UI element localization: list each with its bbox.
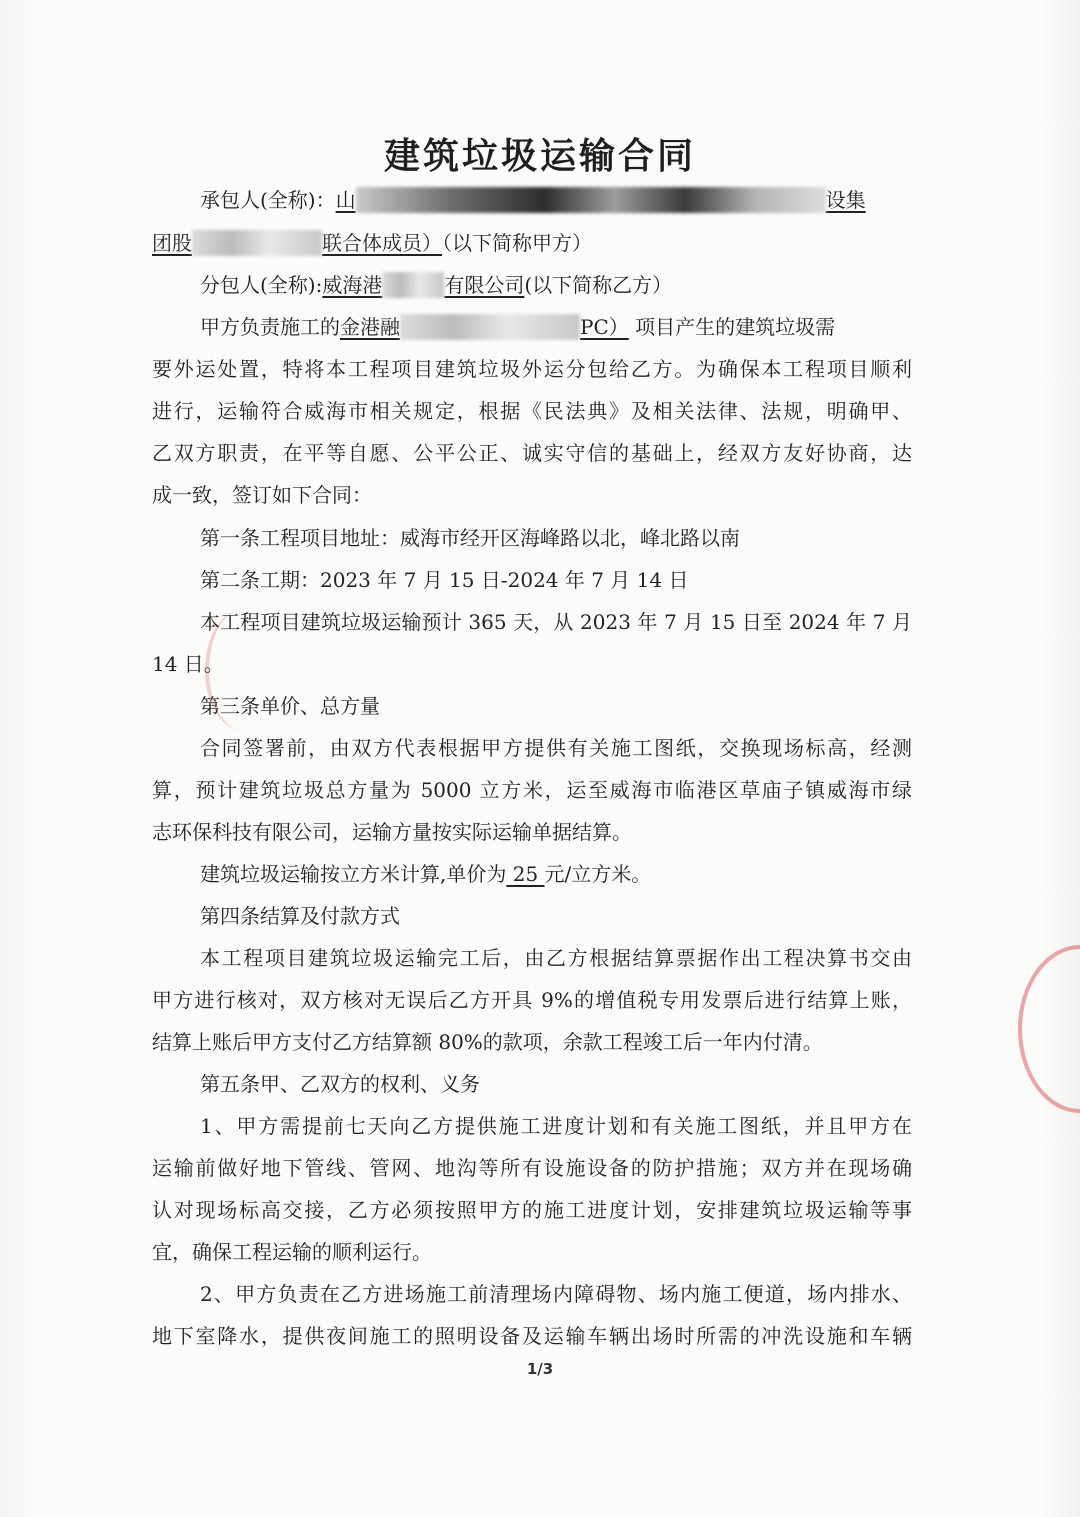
seal-stamp-right — [1018, 945, 1080, 1113]
text-line: 甲方进行核对，双方核对无误后乙方开具 9%的增值税专用发票后进行结算上账， — [152, 988, 912, 1012]
text-line: 算，预计建筑垃圾总方量为 5000 立方米，运至威海市临港区草庙子镇威海市绿 — [152, 778, 912, 802]
text-line: 运输前做好地下管线、管网、地沟等所有设施设备的防护措施；双方并在现场确 — [152, 1156, 912, 1180]
article-2: 第二条工期：2023 年 7 月 15 日-2024 年 7 月 14 日 — [200, 568, 689, 592]
redaction — [382, 272, 444, 298]
page-number: 1/3 — [526, 1360, 554, 1378]
redaction — [356, 187, 826, 213]
project-line: 甲方负责施工的金港融 PC） 项目产生的建筑垃圾需 — [200, 315, 836, 339]
unit-price-value: 25 — [506, 862, 545, 886]
document-title: 建筑垃圾运输合同 — [383, 136, 696, 177]
redaction — [192, 230, 322, 256]
contractor-line: 承包人(全称)：山 设集 — [200, 188, 866, 212]
text-line: 进行，运输符合威海市相关规定，根据《民法典》及相关法律、法规，明确甲、 — [152, 399, 912, 423]
text-line: 志环保科技有限公司，运输方量按实际运输单据结算。 — [152, 820, 632, 844]
subcontractor-line: 分包人(全称):威海港 有限公司(以下简称乙方） — [200, 273, 673, 297]
contractor-line-cont: 团股 联合体成员）（以下简称甲方） — [152, 231, 592, 255]
text-line: 乙双方职责，在平等自愿、公平公正、诚实守信的基础上，经双方友好协商，达 — [152, 441, 912, 465]
text-line: 本工程项目建筑垃圾运输完工后，由乙方根据结算票据作出工程决算书交由 — [200, 946, 912, 970]
redaction — [400, 314, 580, 340]
unit-price-line: 建筑垃圾运输按立方米计算,单价为 25 元/立方米。 — [200, 862, 652, 886]
text-line: 宜，确保工程运输的顺利运行。 — [152, 1240, 432, 1264]
text-line: 14 日。 — [152, 652, 224, 676]
contractor-name: 山 设集 — [335, 188, 866, 212]
text-line: 认对现场标高交接，乙方必须按照甲方的施工进度计划，安排建筑垃圾运输等事 — [152, 1198, 912, 1222]
article-1: 第一条工程项目地址：威海市经开区海峰路以北，峰北路以南 — [200, 526, 740, 550]
text-line: 要外运处置，特将本工程项目建筑垃圾外运分包给乙方。为确保本工程项目顺利 — [152, 357, 912, 381]
project-name: 金港融 PC） — [340, 315, 629, 339]
text-line: 2、甲方负责在乙方进场施工前清理场内障碍物、场内施工便道，场内排水、 — [200, 1282, 912, 1306]
subcontractor-name: 威海港 有限公司 — [322, 273, 525, 297]
text-line: 地下室降水，提供夜间施工的照明设备及运输车辆出场时所需的冲洗设施和车辆 — [152, 1324, 912, 1348]
text-line: 成一致，签订如下合同： — [152, 483, 372, 507]
text-line: 本工程项目建筑垃圾运输预计 365 天，从 2023 年 7 月 15 日至 2024 年 7 月 — [200, 610, 912, 634]
article-4: 第四条结算及付款方式 — [200, 904, 400, 928]
text-line: 结算上账后甲方支付乙方结算额 80%的款项，余款工程竣工后一年内付清。 — [152, 1030, 823, 1054]
text-line: 合同签署前，由双方代表根据甲方提供有关施工图纸，交换现场标高，经测 — [200, 736, 912, 760]
text-line: 1、甲方需提前七天向乙方提供施工进度计划和有关施工图纸，并且甲方在 — [200, 1114, 912, 1138]
article-5: 第五条甲、乙双方的权利、义务 — [200, 1072, 480, 1096]
article-3: 第三条单价、总方量 — [200, 694, 380, 718]
